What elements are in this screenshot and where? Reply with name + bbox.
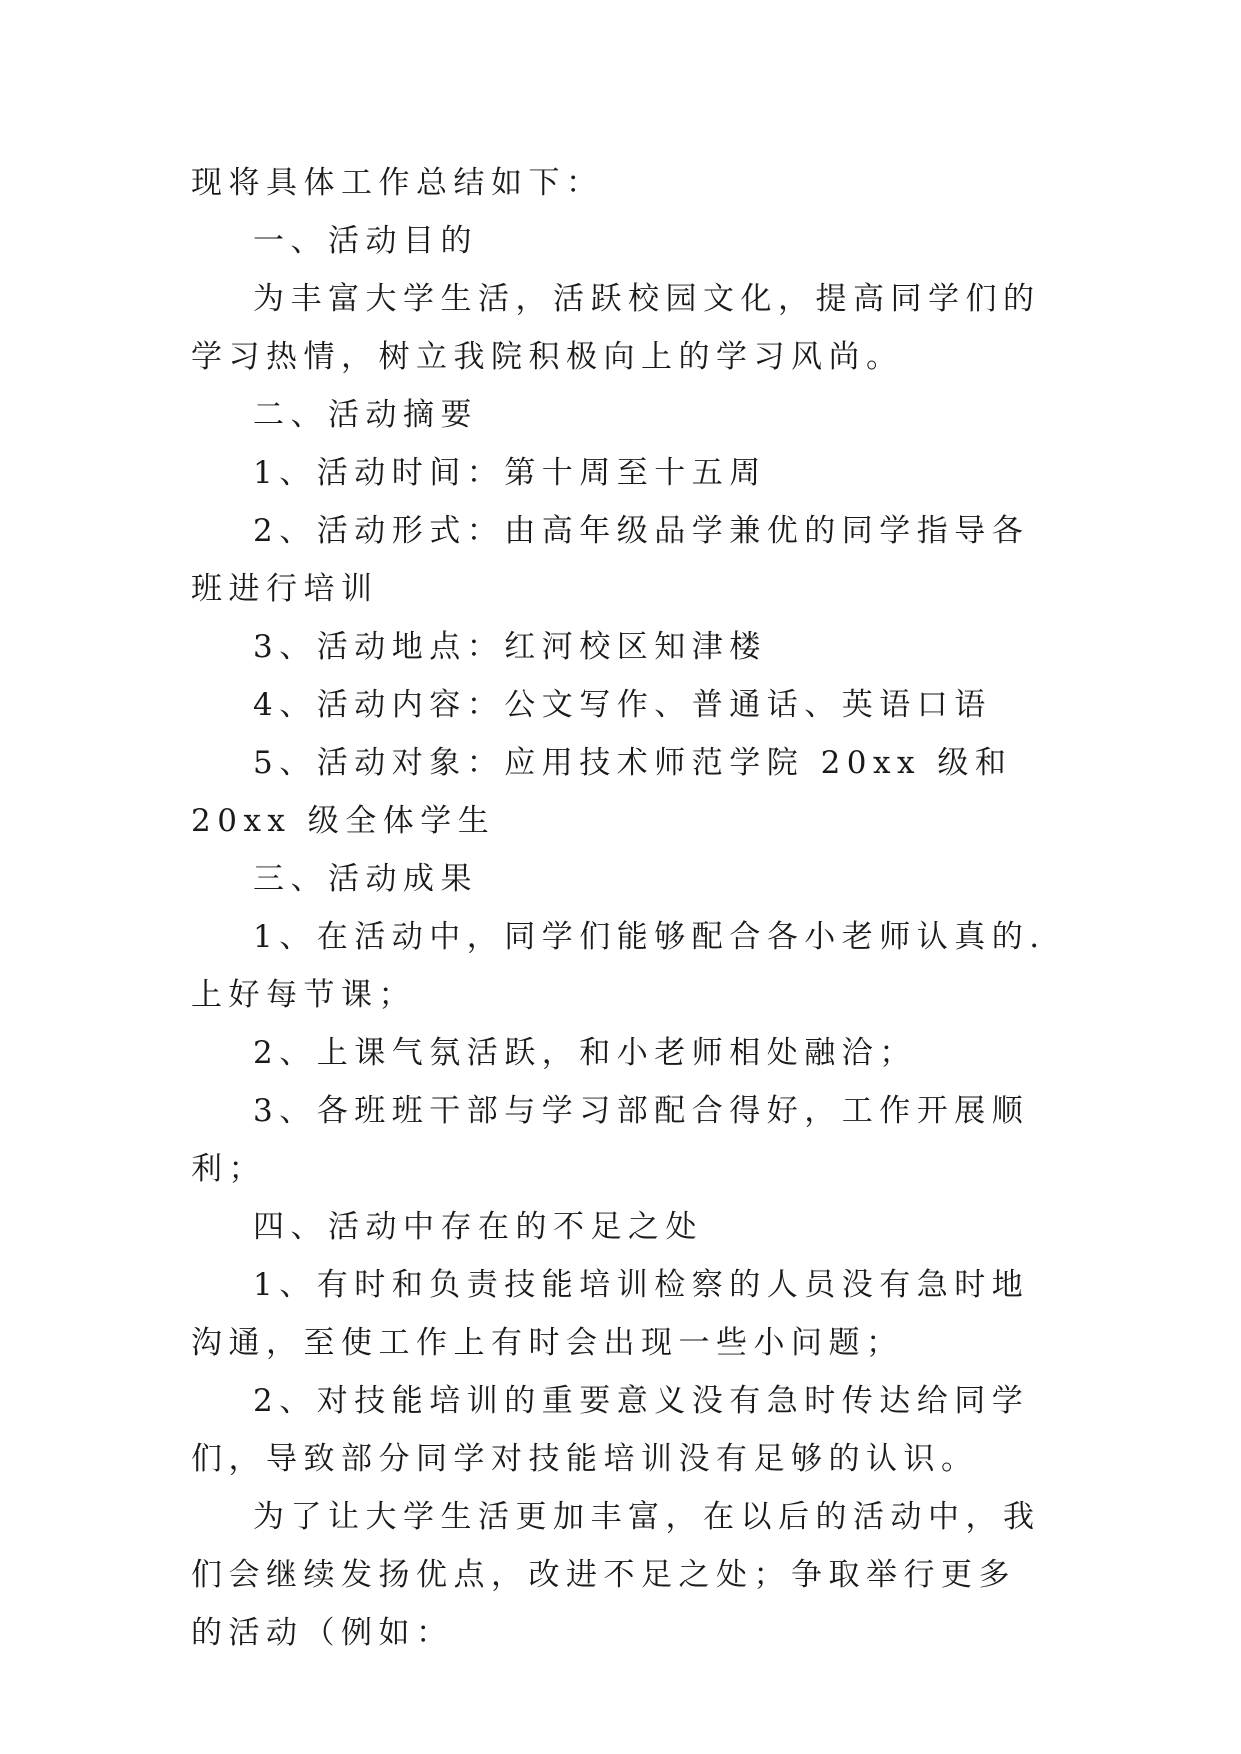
summary-item-location: 3、活动地点：红河校区知津楼: [253, 629, 767, 665]
document-body: [191, 154, 1051, 1662]
summary-item-audience: 5、活动对象：应用技术师范学院 20xx 级和 20xx 级全体学生: [191, 745, 1029, 839]
paragraph-conclusion: 为了让大学生活更加丰富，在以后的活动中，我们会继续发扬优点，改进不足之处；争取举行更多的活动（例如：: [191, 1499, 1041, 1651]
heading-shortcomings: 四、活动中存在的不足之处: [253, 1209, 703, 1245]
shortcoming-item-1: 1、有时和负责技能培训检察的人员没有急时地沟通，至使工作上有时会出现一些小问题；: [191, 1267, 1030, 1361]
heading-activity-results: 三、活动成果: [253, 861, 478, 897]
heading-activity-summary: 二、活动摘要: [253, 397, 478, 433]
paragraph-purpose: 为丰富大学生活，活跃校园文化，提高同学们的学习热情，树立我院积极向上的学习风尚。: [191, 281, 1041, 375]
summary-item-form: 2、活动形式：由高年级品学兼优的同学指导各班进行培训: [191, 513, 1030, 607]
paragraph-intro: 现将具体工作总结如下：: [191, 165, 604, 201]
summary-item-content: 4、活动内容：公文写作、普通话、英语口语: [253, 687, 992, 723]
result-item-1: 1、在活动中，同学们能够配合各小老师认真的.上好每节课；: [191, 919, 1046, 1013]
heading-activity-purpose: 一、活动目的: [253, 223, 478, 259]
shortcoming-item-2: 2、对技能培训的重要意义没有急时传达给同学们，导致部分同学对技能培训没有足够的认识。: [191, 1383, 1030, 1477]
result-item-2: 2、上课气氛活跃，和小老师相处融洽；: [253, 1035, 917, 1071]
summary-item-time: 1、活动时间：第十周至十五周: [253, 455, 767, 491]
result-item-3: 3、各班班干部与学习部配合得好，工作开展顺利；: [191, 1093, 1030, 1187]
